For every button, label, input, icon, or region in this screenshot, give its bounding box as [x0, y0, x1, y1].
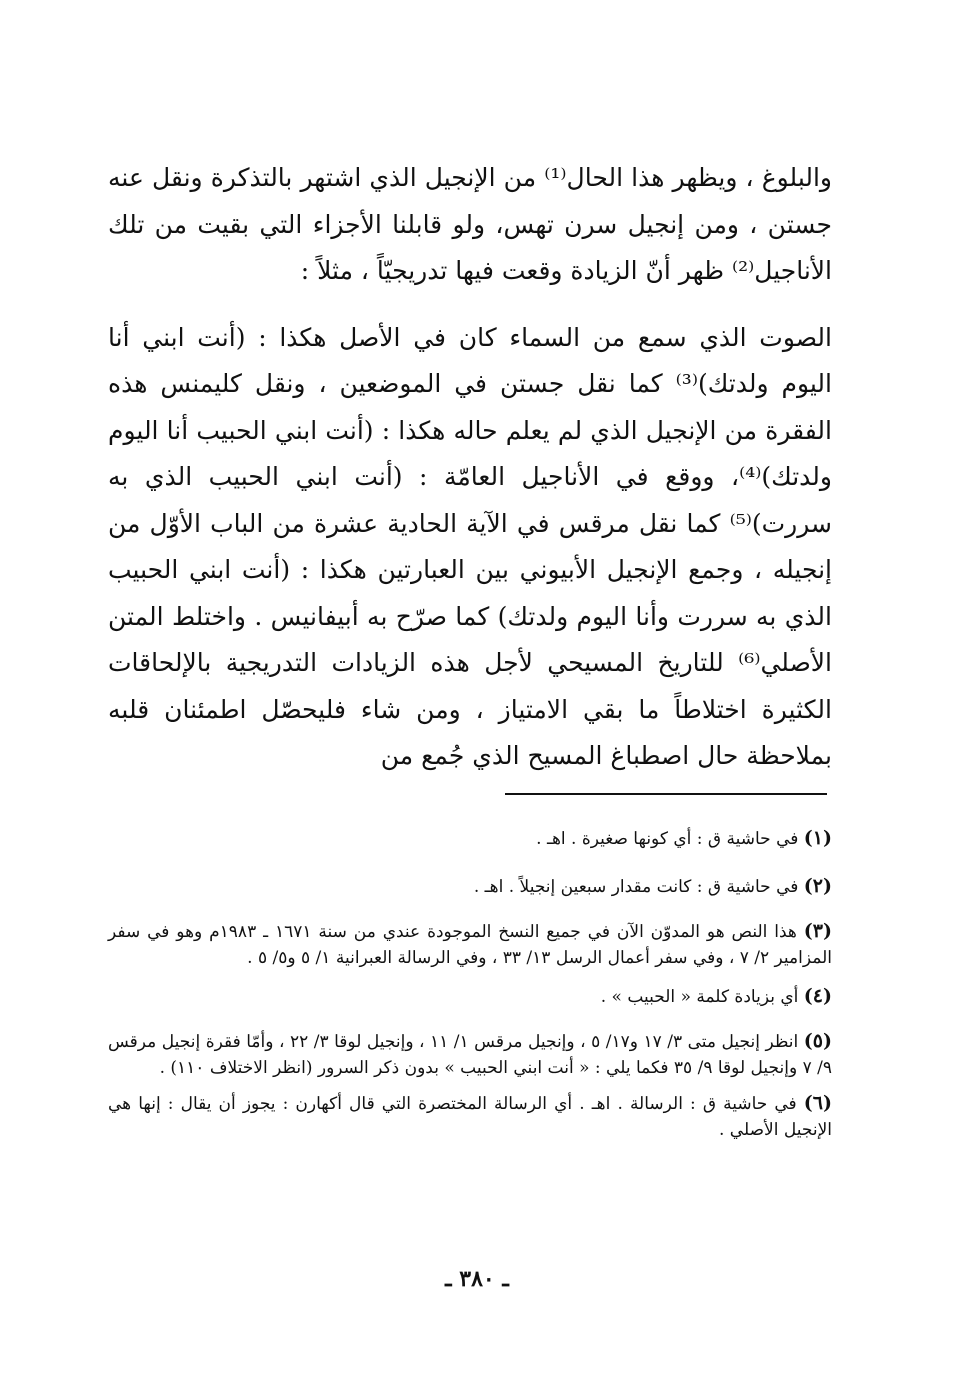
footnote-number: (١) [803, 827, 832, 849]
footnote-number: (٤) [803, 985, 832, 1007]
footnote-divider [505, 793, 827, 795]
footnote-text: في حاشية ق : أي كونها صغيرة . اهـ . [536, 829, 799, 849]
footnote-text: أي بزيادة كلمة « الحبيب » . [600, 987, 799, 1007]
footnote-text: في حاشية ق : الرسالة . اهـ . أي الرسالة المختصرة التي قال أكهارن : يجوز أن يقال : إنها هي الإنجيل الأصلي . [108, 1094, 832, 1140]
footnote-text: انظر إنجيل متى ٣/ ١٧ و١٧/ ٥ ، وإنجيل مرقس ١/ ١١ ، وإنجيل لوقا ٣/ ٢٢ ، وأمّا فقرة إنجيل مرقس ٩/ ٧ وإنجيل لوقا ٩/ ٣٥ فكما يلي : « أنت ابني الحبيب » بدون ذكر السرور (انظر الاختلاف ١١٠) . [108, 1032, 832, 1078]
footnotes [108, 822, 832, 1152]
footnote-number: (٦) [803, 1092, 832, 1114]
footnote [108, 822, 832, 856]
paragraph: والبلوغ ، ويظهر هذا الحال⁽¹⁾ من الإنجيل الذي اشتهر بالتذكرة ونقل عنه جستن ، ومن إنجيل سرن تهس، ولو قابلنا الأجزاء التي بقيت من تلك الأناجيل⁽²⁾ ظهر أنّ الزيادة وقعت فيها تدريجيّاً ، مثلاً : [108, 163, 833, 285]
footnote-text: في حاشية ق : كانت مقدار سبعين إنجيلاً . اهـ . [473, 877, 799, 897]
footnote-number: (٢) [803, 875, 832, 897]
footnote [108, 980, 832, 1014]
footnote-number: (٥) [803, 1030, 832, 1052]
footnote [108, 918, 832, 971]
main-text [108, 155, 832, 780]
footnote [108, 1028, 832, 1081]
paragraph: الصوت الذي سمع من السماء كان في الأصل هكذا : (أنت ابني أنا اليوم ولدتك)⁽³⁾ كما نقل جستن في الموضعين ، ونقل كليمنس هذه الفقرة من الإنجيل الذي لم يعلم حاله هكذا : (أنت ابني الحبيب أنا اليوم ولدتك)⁽⁴⁾، ووقع في الأناجيل العامّة : (أنت ابني الحبيب الذي به سررت)⁽⁵⁾ كما نقل مرقس في الآية الحادية عشرة من الباب الأوّل من إنجيله ، وجمع الإنجيل الأبيوني بين العبارتين هكذا : (أنت ابني الحبيب الذي به سررت وأنا اليوم ولدتك) كما صرّح به أبيفانيس . واختلط المتن الأصلي⁽⁶⁾ للتاريخ المسيحي لأجل هذه الزيادات التدريجية بالإلحاقات الكثيرة اختلاطاً ما بقي الامتياز ، ومن شاء فليحصّل اطمئنان قلبه بملاحظة حال اصطباغ المسيح الذي جُمع من [108, 322, 832, 770]
page-number: ـ ٣٨٠ ـ [445, 1266, 509, 1292]
footnote-text: هذا النص هو المدوّن الآن في جميع النسخ الموجودة عندي من سنة ١٦٧١ ـ ١٩٨٣م وهو في سفر المزامير ٢/ ٧ ، وفي سفر أعمال الرسل ١٣/ ٣٣ ، وفي الرسالة العبرانية ١/ ٥ و٥/ ٥ . [108, 922, 832, 968]
footnote [108, 1090, 832, 1143]
footnote [108, 870, 832, 904]
footnote-number: (٣) [803, 920, 833, 942]
